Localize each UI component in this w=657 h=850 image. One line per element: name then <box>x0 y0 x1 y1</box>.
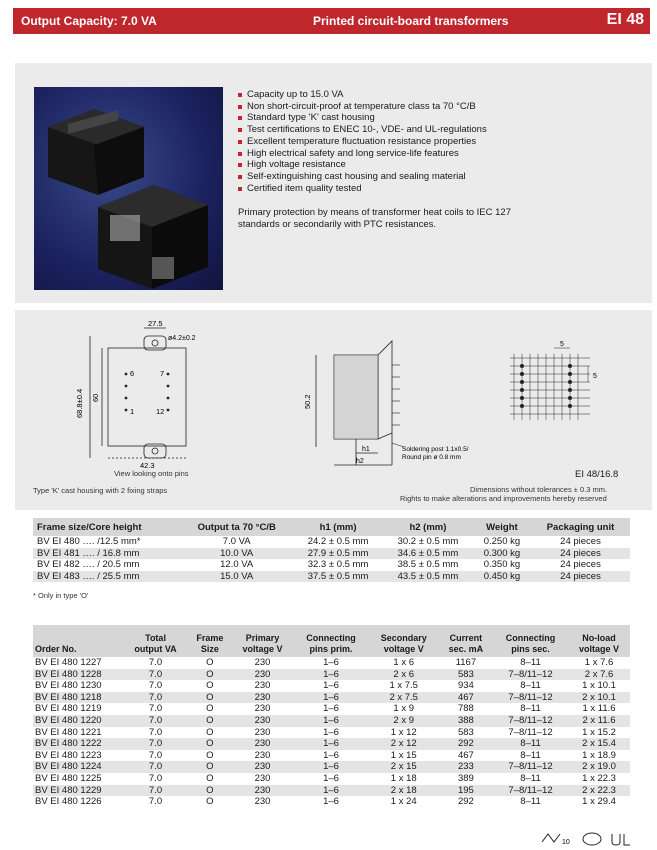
table-cell: 7.0 <box>123 715 188 727</box>
table-cell: 7.0 <box>123 785 188 797</box>
table-cell: 292 <box>439 738 493 750</box>
table-cell: 38.5 ± 0.5 mm <box>397 559 459 570</box>
dim-height-outer-label: 68.8±0.4 <box>75 388 84 418</box>
table-cell: BV EI 483 …. / 25.5 mm <box>33 571 180 583</box>
table-cell: O <box>206 796 214 808</box>
column-header <box>188 625 232 657</box>
table-cell: 24.2 ± 0.5 mm <box>307 536 369 547</box>
table-cell: 43.5 ± 0.5 mm <box>383 571 473 583</box>
column-header-label: pins sec. <box>511 644 550 654</box>
table-cell: 32.3 ± 0.5 mm <box>307 559 369 570</box>
table-cell: 1 x 18.9 <box>582 749 616 761</box>
dim-height-inner-label: 60 <box>91 393 100 402</box>
column-header <box>439 625 493 657</box>
table-cell: 1 x 12 <box>390 726 417 738</box>
table-cell: 1 x 18 <box>390 772 417 784</box>
table-cell: BV EI 480 1222 <box>33 738 123 750</box>
table-cell: BV EI 480 1224 <box>33 761 123 773</box>
column-header-label: sec. mA <box>448 644 484 654</box>
table-cell: 7.0 <box>148 703 163 715</box>
pin-label: 7 <box>160 369 165 378</box>
column-header-label: voltage V <box>383 644 424 654</box>
table-row <box>33 692 630 704</box>
column-header: h1 (mm) <box>293 518 383 536</box>
table-cell: BV EI 480 1230 <box>35 680 102 692</box>
table-row <box>33 680 630 692</box>
pin-label: 6 <box>130 369 135 378</box>
table-cell: 7.0 <box>123 669 188 681</box>
table-cell: 7.0 <box>148 796 163 808</box>
table-cell: 230 <box>232 761 294 773</box>
table-cell: 7.0 <box>148 772 163 784</box>
table-cell: 2 x 10.1 <box>568 692 630 704</box>
column-header-label: pins prim. <box>309 644 353 654</box>
table-cell: 1 x 9 <box>393 703 415 715</box>
table-cell: 1 x 22.3 <box>582 772 616 784</box>
table-cell: 8–11 <box>520 796 541 808</box>
output-capacity-title: Output Capacity: 7.0 VA <box>21 14 157 28</box>
table-cell: 2 x 7.6 <box>568 669 630 681</box>
table-cell: 2 x 15 <box>369 761 439 773</box>
certification-marks <box>540 830 640 848</box>
column-header: h2 (mm) <box>383 518 473 536</box>
table-cell: 2 x 19.0 <box>568 761 630 773</box>
column-header <box>369 625 439 657</box>
order-table <box>33 625 630 808</box>
feature-item: Standard type 'K' cast housing <box>238 112 528 124</box>
column-header <box>493 625 568 657</box>
column-header-label: Frame <box>196 633 224 643</box>
table-cell: O <box>206 657 214 668</box>
table-cell: 1–6 <box>293 692 368 704</box>
table-cell: 1–6 <box>293 738 368 750</box>
column-header: Output ta 70 °C/B <box>180 518 293 536</box>
table-cell: 2 x 12 <box>369 738 439 750</box>
feature-list <box>238 89 528 194</box>
table-cell: 195 <box>439 785 493 797</box>
table-cell: BV EI 480 1223 <box>35 749 102 761</box>
table-cell: BV EI 480 1226 <box>35 796 102 808</box>
column-header <box>568 625 630 657</box>
table-cell: 7.0 VA <box>222 536 251 547</box>
table-row <box>33 785 630 797</box>
table-cell: O <box>188 692 232 704</box>
table-cell: 1–6 <box>323 726 339 738</box>
table-cell: O <box>206 772 214 784</box>
table-cell: 8–11 <box>493 738 568 750</box>
column-header <box>293 625 368 657</box>
table-cell: 1 x 24 <box>390 796 417 808</box>
table-cell: 467 <box>457 749 474 761</box>
table-cell: 2 x 11.6 <box>568 715 630 727</box>
table-cell: 7–8/11–12 <box>493 669 568 681</box>
column-header-label: output VA <box>134 644 177 654</box>
table-cell: 8–11 <box>520 657 541 668</box>
table-cell: 583 <box>457 726 474 738</box>
column-header: Packaging unit <box>531 518 630 536</box>
table-cell: O <box>206 749 214 761</box>
dim-base-label: 42.3 <box>140 461 155 470</box>
pin-label: 12 <box>156 407 165 416</box>
side-view-drawing <box>296 325 506 470</box>
column-header-label: Connecting <box>306 633 356 643</box>
feature-item: High voltage resistance <box>238 159 528 171</box>
table-cell: 233 <box>439 761 493 773</box>
table-cell: O <box>188 715 232 727</box>
table-cell: BV EI 480 1219 <box>35 703 102 715</box>
table-row <box>33 703 630 715</box>
table-cell: 24 pieces <box>531 548 630 560</box>
column-header-label: voltage V <box>579 644 620 654</box>
table-cell: 8–11 <box>520 749 541 761</box>
table-cell: BV EI 480 1229 <box>33 785 123 797</box>
table-header-row <box>33 625 630 657</box>
table-cell: 230 <box>254 703 271 715</box>
feature-item: Test certifications to ENEC 10-, VDE- and UL-regulations <box>238 124 528 136</box>
column-header <box>123 625 188 657</box>
table-cell: 8–11 <box>520 703 541 715</box>
column-header: Weight <box>473 518 531 536</box>
feature-item: Self-extinguishing cast housing and sealing material <box>238 171 528 183</box>
column-header-label: Size <box>200 644 219 654</box>
solder-note: Soldering post 1.1x0.5/ <box>402 446 469 453</box>
table-cell: 0.450 kg <box>473 571 531 583</box>
feature-item: Capacity up to 15.0 VA <box>238 89 528 101</box>
vde-mark-icon <box>583 833 601 845</box>
table-cell: 34.6 ± 0.5 mm <box>383 548 473 560</box>
table-row <box>33 796 630 808</box>
table-cell: 1–6 <box>323 772 339 784</box>
table-cell: 230 <box>232 715 294 727</box>
table-cell: 2 x 7.5 <box>369 692 439 704</box>
table-cell: 7.0 <box>123 761 188 773</box>
table-cell: BV EI 481 …. / 16.8 mm <box>33 548 180 560</box>
ul-mark-icon <box>612 834 630 845</box>
table-cell: 1–6 <box>323 680 339 692</box>
table-cell: 1 x 7.6 <box>584 657 614 668</box>
feature-item: High electrical safety and long service-life features <box>238 148 528 160</box>
table-cell: 230 <box>232 785 294 797</box>
table-row <box>33 750 630 762</box>
column-header-label: Connecting <box>505 633 556 643</box>
feature-item: Non short-circuit-proof at temperature class ta 70 °C/B <box>238 101 528 113</box>
table-cell: 7–8/11–12 <box>493 715 568 727</box>
column-header-label: No-load <box>582 633 616 643</box>
table-cell: 2 x 22.3 <box>568 785 630 797</box>
table-cell: 230 <box>254 680 271 692</box>
table-cell: O <box>206 726 214 738</box>
table-cell: 934 <box>457 680 474 692</box>
feature-item: Excellent temperature fluctuation resistance properties <box>238 136 528 148</box>
table-cell: 24 pieces <box>531 571 630 583</box>
table-cell: 7–8/11–12 <box>493 785 568 797</box>
table-cell: 788 <box>457 703 474 715</box>
table-cell: O <box>188 738 232 750</box>
table-cell: 1 x 15.2 <box>582 726 616 738</box>
frame-footnote: * Only in type 'O' <box>33 591 89 600</box>
table-cell: 230 <box>254 749 271 761</box>
table-cell: 1–6 <box>323 749 339 761</box>
table-cell: O <box>206 703 214 715</box>
column-header-label: Order No. <box>35 644 77 654</box>
column-header-label: Total <box>145 633 166 643</box>
tolerance-note: Dimensions without tolerances ± 0.3 mm. <box>470 485 608 494</box>
table-cell: 1 x 15 <box>390 749 417 761</box>
transformer-photo-image <box>34 87 223 290</box>
table-row <box>33 773 630 785</box>
table-cell: 230 <box>232 738 294 750</box>
view-caption: View looking onto pins <box>114 469 189 478</box>
table-cell: 1167 <box>455 657 477 668</box>
table-cell: O <box>188 669 232 681</box>
table-cell: 7.0 <box>123 692 188 704</box>
table-cell: 1–6 <box>293 715 368 727</box>
table-cell: 1 x 6 <box>393 657 415 668</box>
enec-mark-icon <box>542 834 560 842</box>
column-header: Frame size/Core height <box>33 518 180 536</box>
table-cell: 15.0 VA <box>180 571 293 583</box>
column-header-label: Current <box>449 633 483 643</box>
table-cell: 583 <box>439 669 493 681</box>
table-cell: 230 <box>254 796 271 808</box>
table-cell: 230 <box>254 726 271 738</box>
table-cell: 7–8/11–12 <box>508 726 553 738</box>
dim-width-label: 27.5 <box>148 319 163 328</box>
table-cell: O <box>206 680 214 692</box>
table-cell: BV EI 480 1227 <box>35 657 102 668</box>
table-cell: 7–8/11–12 <box>493 761 568 773</box>
table-cell: 1–6 <box>323 703 339 715</box>
table-cell: 24 pieces <box>560 559 601 570</box>
column-header <box>232 625 294 657</box>
table-cell: 7.0 <box>148 657 163 668</box>
table-cell: 230 <box>232 669 294 681</box>
dim-hole-label: ø4.2±0.2 <box>168 335 196 342</box>
table-cell: 1–6 <box>293 761 368 773</box>
housing-caption: Type 'K' cast housing with 2 fixing straps <box>33 486 168 495</box>
table-cell: 1 x 11.6 <box>582 703 616 715</box>
rights-note: Rights to make alterations and improvements hereby reserved <box>400 494 607 503</box>
table-cell: BV EI 480 1220 <box>33 715 123 727</box>
table-header-row <box>33 518 630 536</box>
table-cell: 389 <box>457 772 474 784</box>
feature-item: Certified item quality tested <box>238 183 528 195</box>
dim-side-height-label: 50.2 <box>303 394 312 409</box>
table-row <box>33 657 630 669</box>
table-cell: 7.0 <box>123 738 188 750</box>
table-cell: 7.0 <box>148 749 163 761</box>
solder-note: Round pin ø 0.8 mm <box>402 454 461 461</box>
pin-label: 1 <box>130 407 135 416</box>
column-header <box>33 625 123 657</box>
header-bar <box>13 8 650 34</box>
table-cell: 7.0 <box>148 726 163 738</box>
table-cell: BV EI 480 1221 <box>35 726 102 738</box>
table-cell: 2 x 18 <box>369 785 439 797</box>
table-cell: 30.2 ± 0.5 mm <box>397 536 459 547</box>
table-cell: 12.0 VA <box>220 559 254 570</box>
table-row <box>33 559 630 571</box>
table-cell: BV EI 480 1218 <box>33 692 123 704</box>
column-header-label: Secondary <box>380 633 427 643</box>
table-cell: 467 <box>439 692 493 704</box>
table-cell: 8–11 <box>520 680 541 692</box>
table-cell: 10.0 VA <box>180 548 293 560</box>
model-code: EI 48/16.8 <box>575 469 619 480</box>
grid-dim-label: 5 <box>593 373 597 380</box>
protection-text: Primary protection by means of transformer heat coils to IEC 127 standards or secondarily with PTC resistances. <box>238 207 511 230</box>
table-cell: 388 <box>439 715 493 727</box>
dim-h1-label: h1 <box>362 446 370 453</box>
table-row <box>33 536 630 548</box>
grid-dim-label: 5 <box>560 341 564 348</box>
table-cell: 8–11 <box>520 772 541 784</box>
table-cell: BV EI 480 1225 <box>35 772 102 784</box>
table-cell: O <box>188 761 232 773</box>
table-cell: 1–6 <box>323 796 339 808</box>
column-header-label: Primary <box>245 633 280 643</box>
pin-grid-drawing <box>500 338 600 438</box>
table-cell: 1–6 <box>293 669 368 681</box>
table-cell: 0.250 kg <box>483 536 521 547</box>
table-row <box>33 727 630 739</box>
enec-number: 10 <box>562 839 570 846</box>
category-title: Printed circuit-board transformers <box>313 14 509 28</box>
table-cell: 1–6 <box>293 785 368 797</box>
table-cell: 1 x 10.1 <box>582 680 616 692</box>
table-cell: 1 x 7.5 <box>389 680 418 692</box>
table-cell: BV EI 480 1228 <box>33 669 123 681</box>
table-cell: BV EI 482 …. / 20.5 mm <box>37 559 140 570</box>
table-cell: 0.300 kg <box>473 548 531 560</box>
table-cell: 292 <box>457 796 474 808</box>
frame-size-table <box>33 518 630 582</box>
table-cell: 230 <box>254 772 271 784</box>
table-cell: BV EI 480 …. /12.5 mm* <box>37 536 141 547</box>
order-table-body <box>33 657 630 808</box>
table-cell: 27.9 ± 0.5 mm <box>293 548 383 560</box>
table-row <box>33 669 630 681</box>
table-cell: 7.0 <box>148 680 163 692</box>
table-row <box>33 715 630 727</box>
table-cell: 24 pieces <box>560 536 601 547</box>
table-cell: 0.350 kg <box>483 559 521 570</box>
column-header-label: voltage V <box>242 644 283 654</box>
product-photo <box>34 87 223 290</box>
table-row <box>33 571 630 583</box>
table-cell: O <box>188 785 232 797</box>
table-row <box>33 548 630 560</box>
table-cell: 2 x 9 <box>369 715 439 727</box>
table-cell: 2 x 15.4 <box>568 738 630 750</box>
table-cell: 7–8/11–12 <box>493 692 568 704</box>
series-title: EI 48 <box>606 11 644 28</box>
table-cell: 37.5 ± 0.5 mm <box>293 571 383 583</box>
table-cell: 230 <box>254 657 271 668</box>
dim-h2-label: h2 <box>356 458 364 465</box>
table-cell: 1–6 <box>323 657 339 668</box>
table-cell: 230 <box>232 692 294 704</box>
table-cell: 2 x 6 <box>369 669 439 681</box>
table-row <box>33 738 630 750</box>
table-row <box>33 761 630 773</box>
table-cell: 1 x 29.4 <box>582 796 616 808</box>
front-view-drawing <box>60 318 220 470</box>
